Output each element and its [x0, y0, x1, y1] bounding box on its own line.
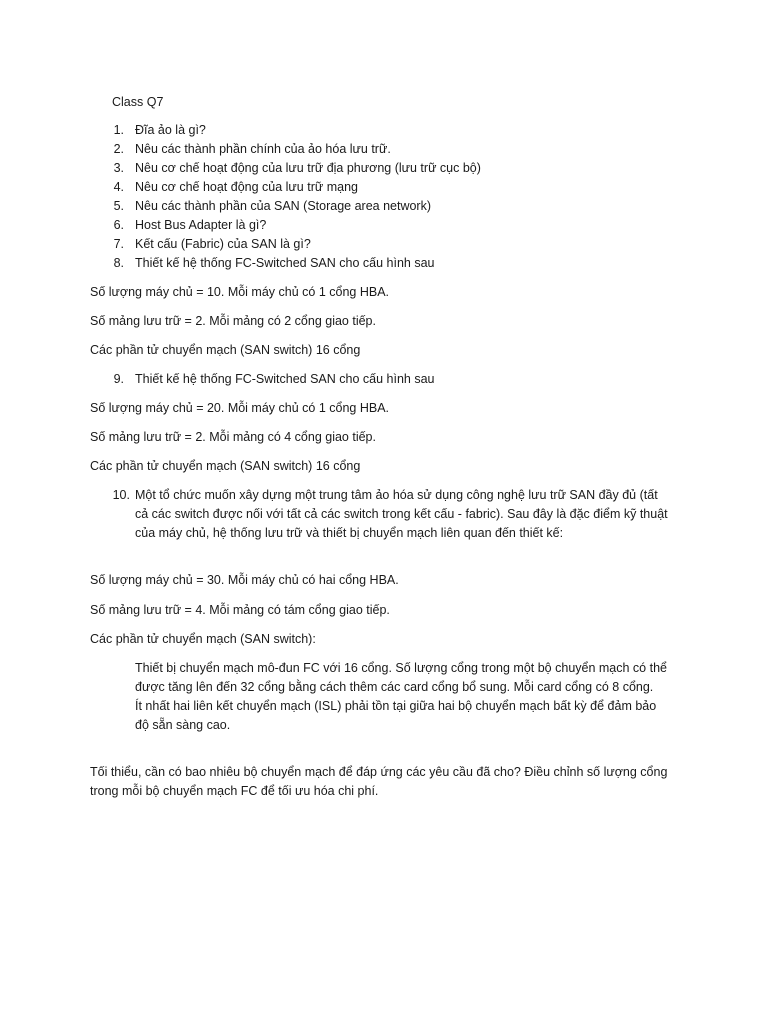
- list-item-text: cả các switch được nối với tất cả các switch trong kết cấu - fabric). Sau đây là đặc điểm kỹ thuật: [135, 507, 668, 521]
- list-number: 4.: [113, 180, 124, 194]
- config-line: Số mảng lưu trữ = 4. Mỗi mảng có tám cổng giao tiếp.: [90, 603, 390, 617]
- document-title: Class Q7: [112, 95, 164, 109]
- list-item-text: Nêu các thành phần của SAN (Storage area network): [135, 199, 432, 213]
- list-item-text: Nêu cơ chế hoạt động của lưu trữ mạng: [135, 180, 358, 194]
- list-number: 7.: [113, 237, 124, 251]
- list-number: 3.: [113, 161, 124, 175]
- list-item-text: Kết cấu (Fabric) của SAN là gì?: [135, 237, 311, 251]
- list-item-text: của máy chủ, hệ thống lưu trữ và thiết bị chuyển mạch liên quan đến thiết kế:: [135, 526, 564, 540]
- switch-detail-line: Thiết bị chuyển mạch mô-đun FC với 16 cổng. Số lượng cổng trong một bộ chuyển mạch có thể: [135, 661, 667, 675]
- list-number: 5.: [113, 199, 124, 213]
- question-line: trong mỗi bộ chuyển mạch FC để tối ưu hóa chi phí.: [90, 784, 379, 798]
- list-number: 2.: [113, 142, 124, 156]
- list-number: 8.: [113, 256, 124, 270]
- question-line: Tối thiểu, cần có bao nhiêu bộ chuyển mạch để đáp ứng các yêu cầu đã cho? Điều chỉnh số lượng cổng: [90, 765, 668, 779]
- list-item-text: Thiết kế hệ thống FC-Switched SAN cho cấu hình sau: [135, 372, 435, 386]
- list-number: 6.: [113, 218, 124, 232]
- list-item-text: Nêu cơ chế hoạt động của lưu trữ địa phương (lưu trữ cục bộ): [135, 161, 481, 175]
- switch-detail-line: được tăng lên đến 32 cổng bằng cách thêm các card cổng bổ sung. Mỗi card cổng có 8 cổng.: [135, 680, 654, 694]
- list-item-text: Nêu các thành phần chính của ảo hóa lưu trữ.: [135, 142, 391, 156]
- list-item-text: Thiết kế hệ thống FC-Switched SAN cho cấu hình sau: [135, 256, 435, 270]
- config-line: Số lượng máy chủ = 20. Mỗi máy chủ có 1 cổng HBA.: [90, 401, 389, 415]
- switch-detail-line: độ sẵn sàng cao.: [135, 718, 231, 732]
- config-line: Các phần tử chuyển mạch (SAN switch) 16 cổng: [90, 459, 361, 473]
- list-item-text: Host Bus Adapter là gì?: [135, 218, 267, 232]
- list-number: 9.: [113, 372, 124, 386]
- config-line: Các phần tử chuyển mạch (SAN switch):: [90, 632, 316, 646]
- list-item-text: Một tổ chức muốn xây dựng một trung tâm ảo hóa sử dụng công nghệ lưu trữ SAN đầy đủ (tất: [135, 488, 658, 502]
- config-line: Số lượng máy chủ = 10. Mỗi máy chủ có 1 cổng HBA.: [90, 285, 389, 299]
- config-line: Số mảng lưu trữ = 2. Mỗi mảng có 4 cổng giao tiếp.: [90, 430, 376, 444]
- switch-detail-line: Ít nhất hai liên kết chuyển mạch (ISL) phải tồn tại giữa hai bộ chuyển mạch bất kỳ để đảm bảo: [135, 699, 657, 713]
- config-line: Số lượng máy chủ = 30. Mỗi máy chủ có hai cổng HBA.: [90, 573, 399, 587]
- config-line: Số mảng lưu trữ = 2. Mỗi mảng có 2 cổng giao tiếp.: [90, 314, 376, 328]
- list-number: 1.: [113, 123, 124, 137]
- list-item-text: Đĩa ảo là gì?: [135, 123, 206, 137]
- list-number: 10.: [112, 488, 130, 502]
- config-line: Các phần tử chuyển mạch (SAN switch) 16 cổng: [90, 343, 361, 357]
